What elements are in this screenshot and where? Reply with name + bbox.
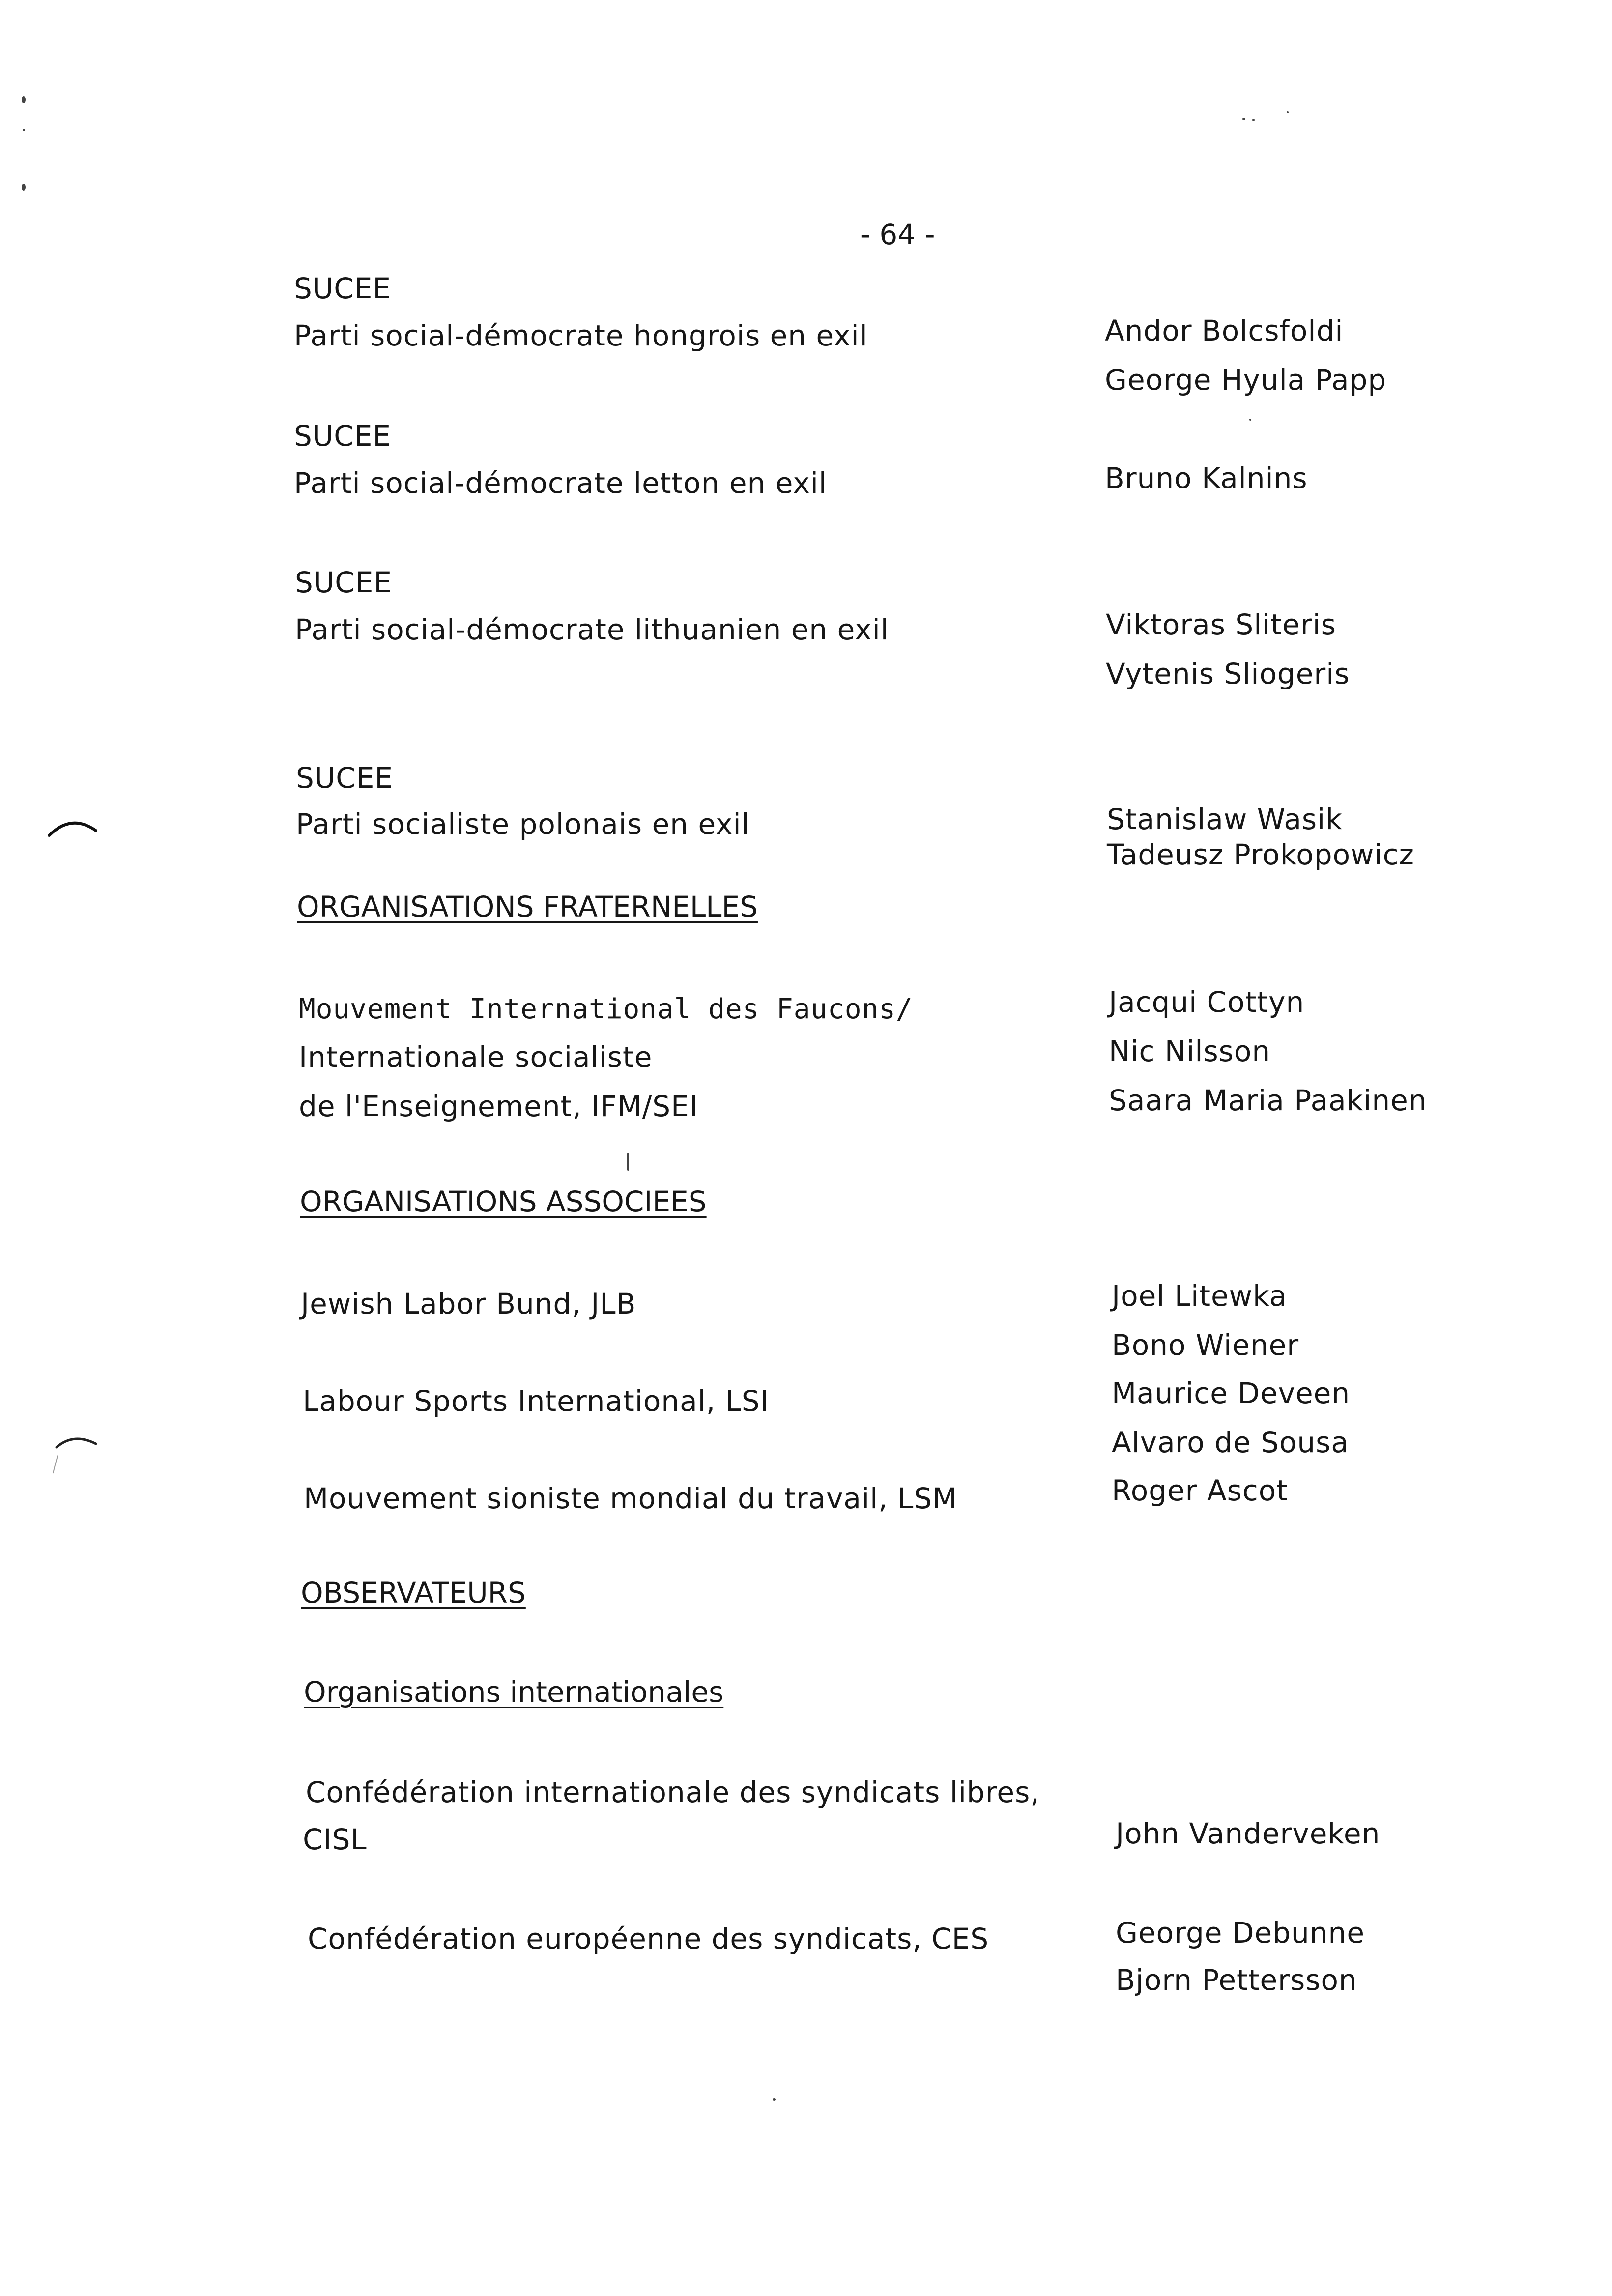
- party-name: Parti social-démocrate letton en exil: [294, 466, 828, 500]
- speck: [22, 96, 26, 103]
- speck: [1287, 111, 1289, 113]
- organization-label: SUCEE: [296, 761, 394, 795]
- delegate-name: Joel Litewka: [1112, 1279, 1288, 1313]
- delegate-name: Viktoras Sliteris: [1106, 608, 1337, 641]
- delegate-name: Tadeusz Prokopowicz: [1107, 838, 1414, 871]
- delegate-name: John Vanderveken: [1116, 1817, 1381, 1850]
- speck: [22, 184, 26, 191]
- organization-line: Labour Sports International, LSI: [303, 1384, 769, 1418]
- section-heading-fraternelles: ORGANISATIONS FRATERNELLES: [297, 890, 758, 923]
- punch-hole-arc: [49, 1425, 103, 1479]
- delegate-name: Bono Wiener: [1112, 1328, 1299, 1362]
- speck: [773, 2098, 776, 2101]
- organization-line: Confédération européenne des syndicats, CES: [308, 1922, 989, 1955]
- speck: [23, 129, 25, 131]
- organization-label: SUCEE: [294, 419, 392, 453]
- delegate-name: Stanislaw Wasik: [1107, 803, 1343, 836]
- organization-line: Mouvement sioniste mondial du travail, LSM: [304, 1482, 958, 1515]
- speck: [1242, 118, 1245, 120]
- party-name: Parti social-démocrate hongrois en exil: [294, 319, 868, 352]
- organization-line: Mouvement International des Faucons/: [299, 993, 913, 1025]
- page-number: - 64 -: [860, 218, 935, 251]
- delegate-name: Andor Bolcsfoldi: [1105, 314, 1344, 347]
- speck: [627, 1153, 629, 1171]
- punch-hole-arc: [44, 811, 103, 840]
- organization-line: Internationale socialiste: [299, 1040, 653, 1074]
- organization-line: Jewish Labor Bund, JLB: [301, 1287, 636, 1320]
- delegate-name: Nic Nilsson: [1109, 1034, 1271, 1068]
- delegate-name: Jacqui Cottyn: [1109, 985, 1305, 1019]
- delegate-name: Saara Maria Paakinen: [1109, 1084, 1427, 1117]
- delegate-name: Vytenis Sliogeris: [1106, 657, 1350, 690]
- organization-line: de l'Enseignement, IFM/SEI: [299, 1090, 698, 1123]
- section-heading-associees: ORGANISATIONS ASSOCIEES: [300, 1185, 707, 1218]
- speck: [1249, 419, 1251, 421]
- delegate-name: Bruno Kalnins: [1105, 461, 1308, 495]
- speck: [1252, 119, 1255, 121]
- organization-label: SUCEE: [294, 272, 392, 305]
- delegate-name: Maurice Deveen: [1112, 1377, 1351, 1410]
- party-name: Parti social-démocrate lithuanien en exil: [295, 613, 889, 646]
- delegate-name: Roger Ascot: [1112, 1474, 1288, 1507]
- organization-line: Confédération internationale des syndicats libres,: [306, 1776, 1040, 1809]
- organization-line: CISL: [303, 1823, 367, 1856]
- delegate-name: Bjorn Pettersson: [1116, 1963, 1357, 1997]
- delegate-name: George Debunne: [1116, 1916, 1365, 1950]
- party-name: Parti socialiste polonais en exil: [296, 807, 750, 841]
- section-heading-observateurs: OBSERVATEURS: [301, 1576, 526, 1609]
- organization-label: SUCEE: [295, 566, 393, 599]
- delegate-name: Alvaro de Sousa: [1112, 1426, 1349, 1459]
- delegate-name: George Hyula Papp: [1105, 363, 1387, 397]
- subsection-heading: Organisations internationales: [304, 1675, 724, 1709]
